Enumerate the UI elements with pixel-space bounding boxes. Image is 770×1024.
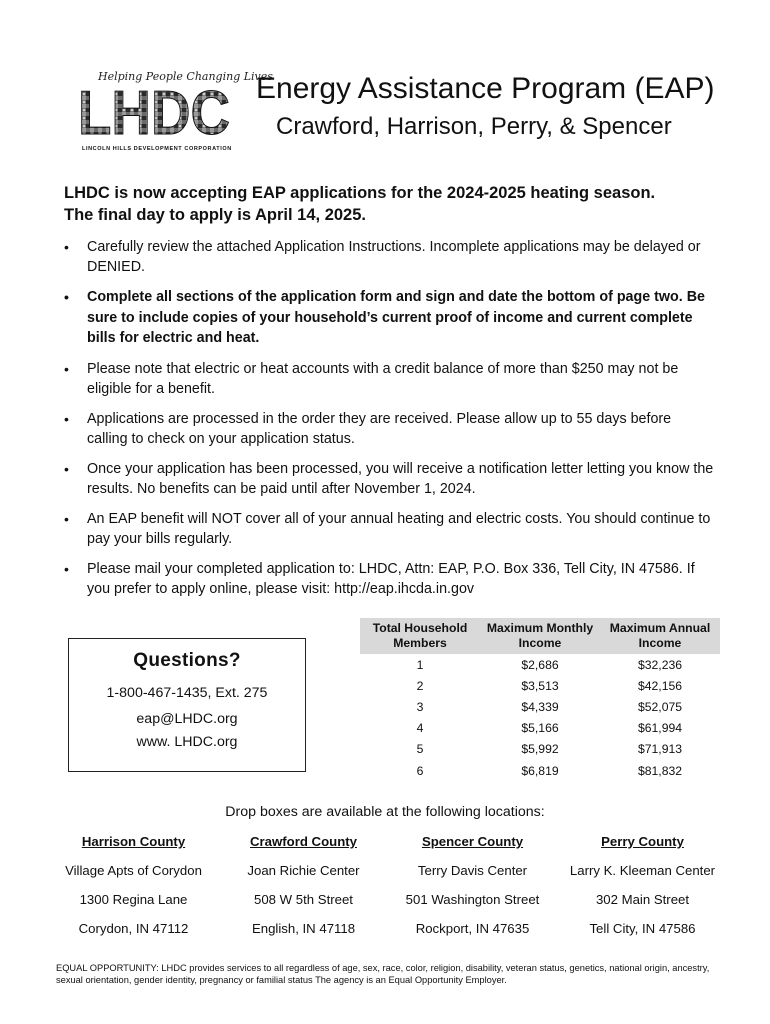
table-header-row	[360, 618, 720, 654]
lhdc-logo	[72, 70, 273, 156]
table-row	[360, 696, 720, 717]
table-header: Total Household Members	[360, 618, 480, 654]
table-cell: $52,075	[637, 699, 683, 714]
county-name: Harrison County	[81, 834, 186, 849]
county-place: Terry Davis Center	[417, 863, 528, 878]
county-street: 508 W 5th Street	[254, 892, 353, 907]
table-cell: $5,992	[521, 742, 559, 757]
table-cell: $32,236	[637, 657, 683, 672]
table-row	[360, 654, 720, 675]
table-cell: 2	[416, 678, 424, 693]
table-cell: $42,156	[637, 678, 683, 693]
table-cell: $81,832	[637, 763, 683, 778]
table-row	[360, 675, 720, 696]
county-city: Rockport, IN 47635	[415, 921, 530, 936]
table-cell: $3,513	[521, 678, 559, 693]
questions-title: Questions?	[133, 650, 241, 671]
questions-phone: 1-800-467-1435, Ext. 275	[106, 685, 268, 701]
county-place: Village Apts of Corydon	[65, 863, 202, 878]
list-item: • Please mail your completed application to: LHDC, Attn: EAP, P.O. Box 336, Tell City, IN 47586. If you prefer to apply online, please visit: http://eap.ihcda.in.gov	[64, 559, 714, 599]
county-name: Perry County	[601, 834, 684, 849]
table-cell: 5	[416, 742, 424, 757]
county-street: 302 Main Street	[595, 892, 690, 907]
county-city: Tell City, IN 47586	[589, 921, 696, 936]
table-cell: $5,166	[521, 721, 559, 736]
logo-letters: LHDC	[78, 84, 230, 136]
county-spencer	[390, 834, 555, 950]
instructions-list	[64, 237, 714, 609]
list-item: • Carefully review the attached Application Instructions. Incomplete applications may be delayed or DENIED.	[64, 237, 714, 277]
table-header: Maximum Monthly Income	[480, 618, 600, 654]
page-title: Energy Assistance Program (EAP)	[256, 72, 715, 105]
county-city: English, IN 47118	[251, 921, 356, 936]
county-city: Corydon, IN 47112	[78, 921, 189, 936]
headline-line-1: LHDC is now accepting EAP applications for the 2024-2025 heating season.	[64, 184, 656, 202]
logo-letters-graphic	[78, 84, 230, 136]
logo-tagline: Helping People Changing Lives	[98, 70, 273, 83]
table-header: Maximum Annual Income	[600, 618, 720, 654]
income-table	[360, 618, 720, 781]
table-cell: $6,819	[521, 763, 559, 778]
county-harrison	[51, 834, 216, 950]
list-item: • Please note that electric or heat accounts with a credit balance of more than $250 may not be eligible for a benefit.	[64, 359, 714, 399]
table-row	[360, 739, 720, 760]
county-crawford	[221, 834, 386, 950]
table-cell: 1	[416, 657, 424, 672]
table-cell: $71,913	[637, 742, 683, 757]
table-row	[360, 718, 720, 739]
county-place: Joan Richie Center	[247, 863, 360, 878]
table-cell: $2,686	[521, 657, 559, 672]
list-item: • An EAP benefit will NOT cover all of your annual heating and electric costs. You should continue to pay your bills regularly.	[64, 509, 714, 549]
equal-opportunity-footer: EQUAL OPPORTUNITY: LHDC provides services to all regardless of age, sex, race, color, religion, disability, veteran status, genetics, national origin, ancestry, sexual orientation, gender identity, pregnancy or familial status The agency is an Equal Opportunity Employer.	[56, 963, 710, 985]
dropbox-heading: Drop boxes are available at the following locations:	[225, 804, 545, 820]
headline	[64, 182, 724, 226]
list-item: • Once your application has been processed, you will receive a notification letter letting you know the results. No benefits can be paid until after November 1, 2024.	[64, 459, 714, 499]
list-item: • Applications are processed in the order they are received. Please allow up to 55 days before calling to check on your application status.	[64, 409, 714, 449]
county-street: 501 Washington Street	[405, 892, 540, 907]
table-cell: $4,339	[521, 699, 559, 714]
questions-website: www. LHDC.org	[136, 734, 238, 750]
county-place: Larry K. Kleeman Center	[569, 863, 716, 878]
logo-corporation-name: LINCOLN HILLS DEVELOPMENT CORPORATION	[82, 146, 232, 152]
questions-email: eap@LHDC.org	[136, 711, 238, 727]
table-row	[360, 760, 720, 781]
list-item: • Complete all sections of the application form and sign and date the bottom of page two. Be sure to include copies of your household’s current proof of income and current complete bills for electric and heat.	[64, 287, 714, 349]
table-cell: 6	[416, 763, 424, 778]
questions-box	[68, 638, 306, 772]
county-street: 1300 Regina Lane	[79, 892, 188, 907]
headline-line-2: The final day to apply is April 14, 2025.	[64, 206, 366, 224]
table-cell: $61,994	[637, 721, 683, 736]
county-name: Spencer County	[421, 834, 524, 849]
county-perry	[560, 834, 725, 950]
table-cell: 4	[416, 721, 424, 736]
table-cell: 3	[416, 699, 424, 714]
county-name: Crawford County	[250, 834, 357, 849]
page-subtitle: Crawford, Harrison, Perry, & Spencer	[276, 113, 672, 140]
